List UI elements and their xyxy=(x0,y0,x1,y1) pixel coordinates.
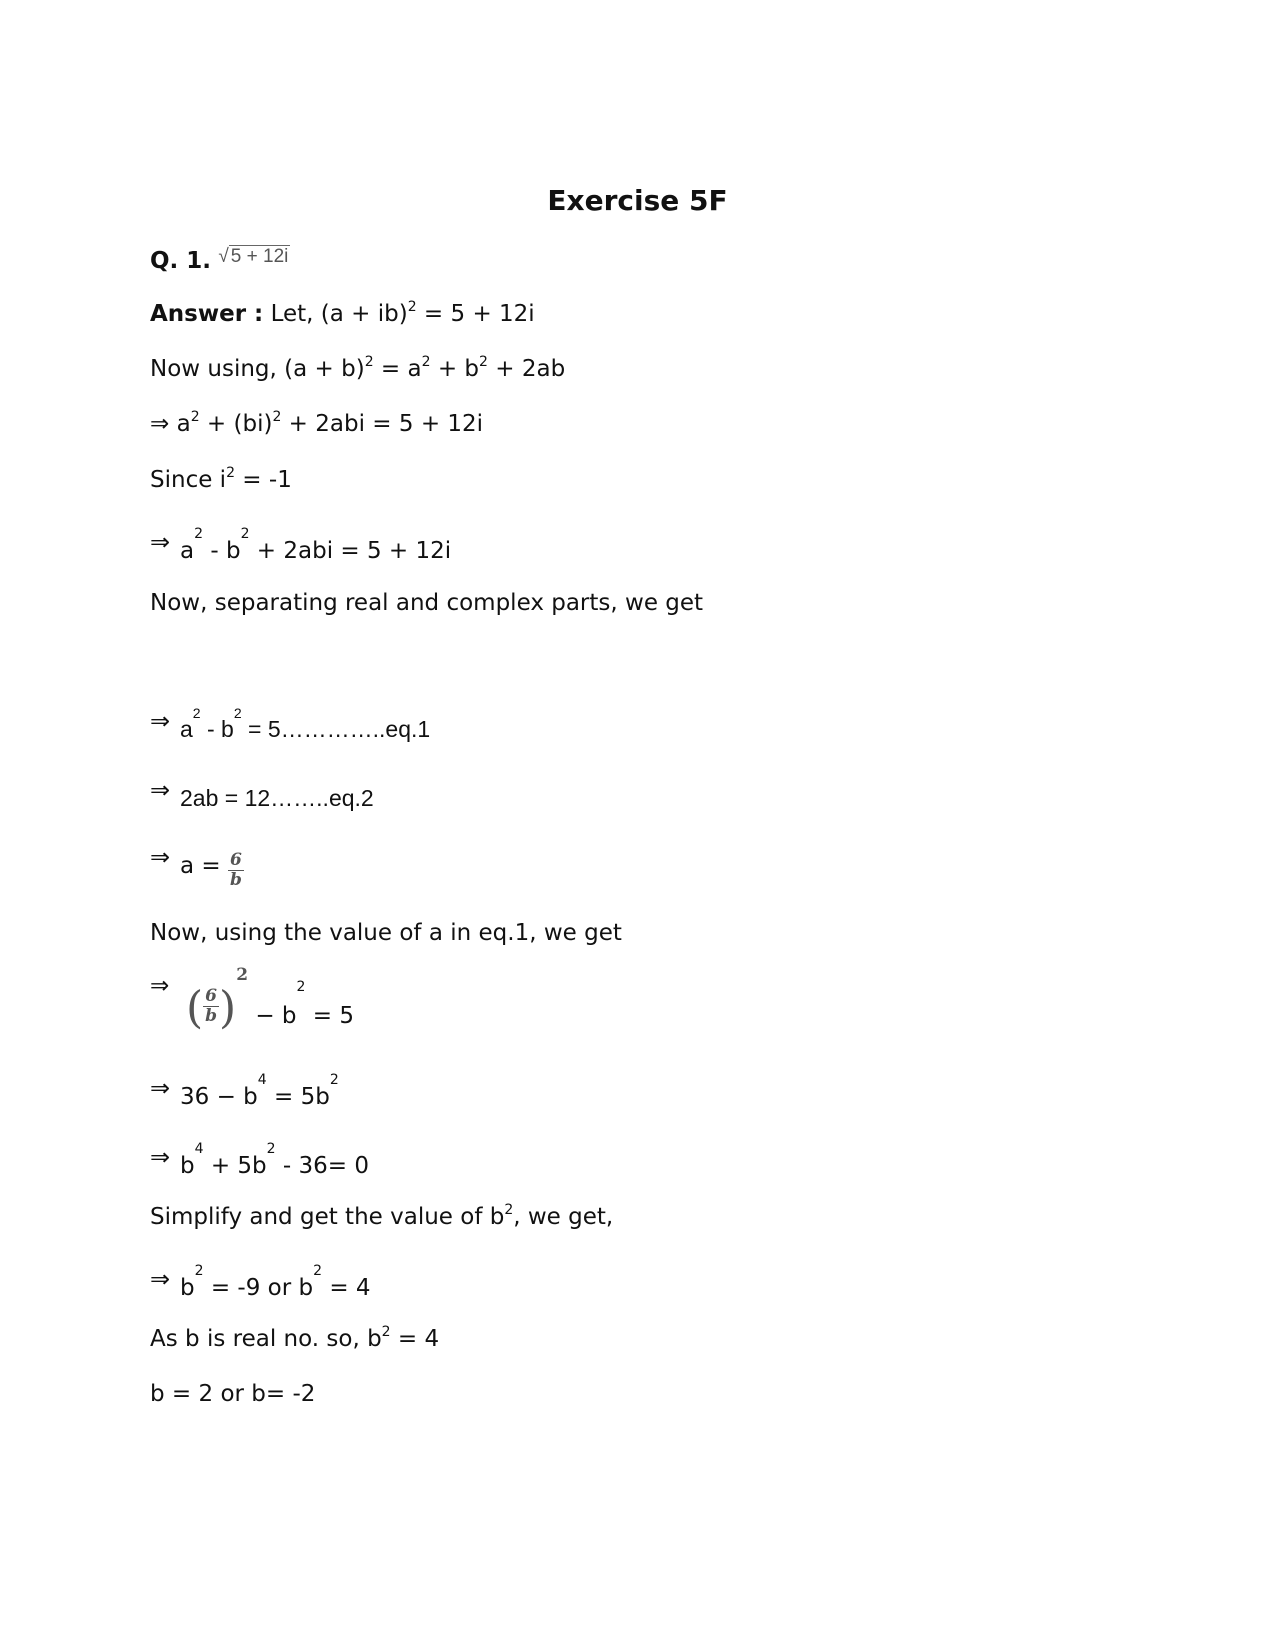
b2-values-line: ⇒ $b^2 = -9$ or $b^2 = 4$ xyxy=(150,1263,371,1301)
answer-label: Answer : xyxy=(150,301,264,327)
implies-icon: ⇒ xyxy=(150,1074,171,1102)
radicand: 5 + 12i xyxy=(230,246,289,267)
fraction-6-over-b: $\frac{6}{b}$ xyxy=(205,986,218,1026)
simplify-line: Simplify and get the value of $b^2$, we get, xyxy=(150,1202,614,1230)
b-values-line: b = 2 or b= -2 xyxy=(150,1381,316,1407)
implies-icon: ⇒ xyxy=(150,973,170,999)
implies-icon: ⇒ xyxy=(150,1265,171,1293)
eq1-line: ⇒ $a^2 - b^2$ = 5…………..eq.1 xyxy=(150,705,431,742)
quadratic-in-b2-line: ⇒ $b^4 + 5b^2 - 36= 0$ xyxy=(150,1141,369,1179)
eq2-line: ⇒ 2ab = 12……..eq.2 xyxy=(150,776,374,811)
real-b-line: As b is real no. so, $b^2 = 4$ xyxy=(150,1324,440,1352)
implies-icon: ⇒ xyxy=(150,776,171,804)
since-line: Since $i^2 = -1$ xyxy=(150,465,292,493)
expansion-line: ⇒ $a^2 + (bi)^2 + 2abi = 5 + 12i$ xyxy=(150,409,484,437)
simplified-line: ⇒ $a^2 - b^2 + 2abi = 5 + 12i$ xyxy=(150,526,452,564)
separating-line: Now, separating real and complex parts, we get xyxy=(150,590,704,616)
quartic-line: ⇒ $36 - b^4 = 5b^2$ xyxy=(150,1072,339,1110)
a-value-line: ⇒ a = $\frac{6}{b}$ xyxy=(150,843,242,890)
squared-equation-line: ⇒ ( $\frac{6}{b}$ )$^2 - b^2 = 5$ xyxy=(150,965,354,1034)
fraction-6-over-b: $\frac{6}{b}$ xyxy=(229,850,242,890)
identity-line: Now using, $(a + b)^2 = a^2 + b^2 + 2ab$ xyxy=(150,354,566,382)
page-title: Exercise 5F xyxy=(547,184,728,217)
implies-icon: ⇒ xyxy=(150,707,171,735)
question-label: Q. 1. xyxy=(150,248,212,274)
question-1 xyxy=(150,247,290,273)
substitution-line: Now, using the value of a in eq.1, we get xyxy=(150,920,622,946)
implies-icon: ⇒ xyxy=(150,528,171,556)
answer-line: Answer : Let, (a + ib)$^2$ = 5 + 12i xyxy=(150,299,535,327)
implies-icon: ⇒ xyxy=(150,1143,171,1171)
implies-icon: ⇒ xyxy=(150,843,171,871)
sqrt-expression: √ 5 + 12i xyxy=(218,246,289,267)
